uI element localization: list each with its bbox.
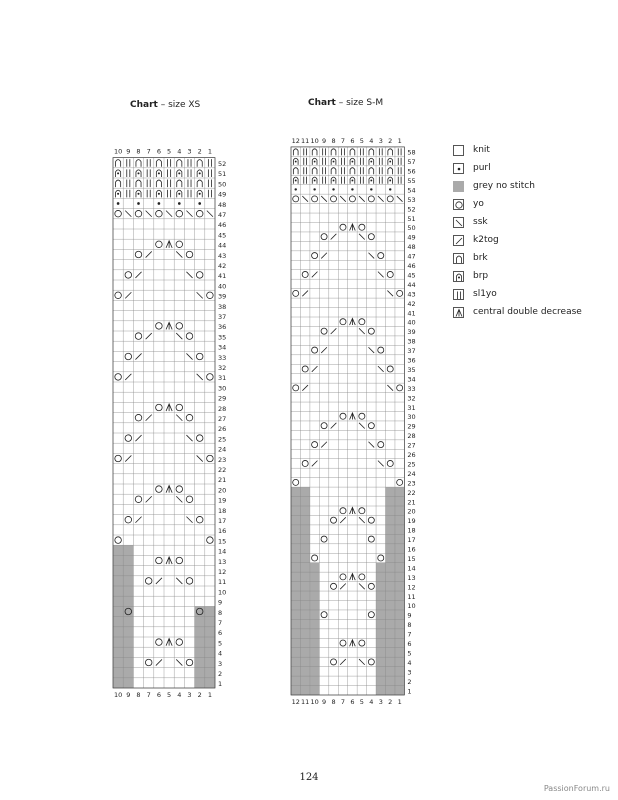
column-label-top: 6 <box>156 147 161 156</box>
row-label: 1 <box>407 687 412 696</box>
row-label: 15 <box>407 554 416 563</box>
row-label: 17 <box>218 516 227 525</box>
column-label-top: 3 <box>187 147 192 156</box>
legend-glyph <box>454 182 465 193</box>
row-label: 39 <box>407 328 416 337</box>
column-label-top: 8 <box>331 136 336 145</box>
row-label: 23 <box>218 455 227 464</box>
legend-symbol-grey <box>453 181 464 192</box>
watermark: PassionForum.ru <box>543 784 610 793</box>
column-label-bottom: 1 <box>397 698 402 706</box>
row-label: 11 <box>218 578 227 587</box>
row-label: 8 <box>407 621 412 630</box>
purl-symbol <box>332 188 334 190</box>
legend <box>453 141 582 321</box>
k2tog-icon <box>456 238 462 244</box>
row-label: 37 <box>407 347 416 356</box>
row-label: 40 <box>218 282 227 291</box>
column-label-top: 11 <box>301 136 310 145</box>
row-label: 21 <box>218 476 227 485</box>
row-label: 41 <box>407 309 416 318</box>
row-label: 8 <box>218 608 223 617</box>
row-label: 17 <box>407 536 416 545</box>
column-label-top: 3 <box>378 136 383 145</box>
legend-label: k2tog <box>473 235 499 245</box>
purl-symbol <box>117 202 120 205</box>
column-label-top: 9 <box>322 136 327 145</box>
column-label-bottom: 5 <box>359 698 364 706</box>
column-label-top: 5 <box>359 136 364 145</box>
legend-item-sl1yo <box>453 285 582 303</box>
legend-symbol-yo <box>453 199 464 210</box>
column-label-top: 5 <box>167 147 172 156</box>
row-label: 39 <box>218 292 227 301</box>
row-label: 11 <box>407 592 416 601</box>
brp-dot <box>199 172 201 174</box>
row-label: 12 <box>407 583 416 592</box>
legend-label: knit <box>473 145 490 155</box>
row-label: 53 <box>407 195 416 204</box>
column-label-bottom: 3 <box>187 691 192 699</box>
legend-label: sl1yo <box>473 289 497 299</box>
row-label: 46 <box>407 262 416 271</box>
column-label-top: 7 <box>340 136 346 145</box>
column-label-bottom: 10 <box>113 691 123 699</box>
row-label: 30 <box>407 413 416 422</box>
column-label-bottom: 8 <box>331 698 336 706</box>
row-label: 58 <box>407 148 416 157</box>
row-label: 3 <box>218 659 223 668</box>
row-label: 55 <box>407 176 416 185</box>
column-label-bottom: 2 <box>388 698 393 706</box>
column-label-top: 7 <box>146 147 151 156</box>
row-label: 14 <box>218 547 227 556</box>
column-label-bottom: 6 <box>350 698 355 706</box>
column-label-bottom: 7 <box>340 698 346 706</box>
legend-item-purl <box>453 159 582 177</box>
legend-symbol-k2tog <box>453 235 464 246</box>
row-label: 33 <box>407 384 416 393</box>
yo-icon <box>456 201 462 207</box>
row-label: 41 <box>218 272 227 281</box>
row-label: 2 <box>407 677 412 686</box>
row-label: 27 <box>407 441 416 450</box>
brp-dot <box>314 180 316 182</box>
column-label-bottom: 10 <box>310 698 319 706</box>
legend-glyph <box>454 308 465 319</box>
legend-glyph <box>454 236 465 247</box>
legend-glyph <box>454 272 465 283</box>
row-label: 2 <box>218 669 223 678</box>
row-label: 5 <box>407 649 412 658</box>
row-label: 25 <box>407 460 416 469</box>
row-label: 43 <box>407 290 416 299</box>
legend-item-ssk <box>453 213 582 231</box>
brp-dot <box>333 161 335 163</box>
row-label: 15 <box>218 537 227 546</box>
column-label-bottom: 6 <box>156 691 161 699</box>
row-label: 52 <box>218 159 227 168</box>
row-label: 35 <box>407 365 416 374</box>
legend-item-knit <box>453 141 582 159</box>
purl-symbol <box>178 202 181 205</box>
brp-dot <box>389 161 391 163</box>
brp-dot <box>389 180 391 182</box>
brp-dot <box>351 161 353 163</box>
chart-xs-subtitle: – size XS <box>160 100 201 110</box>
row-label: 38 <box>407 337 416 346</box>
column-label-bottom: 4 <box>369 698 374 706</box>
legend-glyph <box>454 254 465 265</box>
row-label: 22 <box>218 465 227 474</box>
legend-label: ssk <box>473 217 488 227</box>
row-label: 43 <box>218 251 227 260</box>
purl-symbol <box>351 188 353 190</box>
row-label: 32 <box>218 363 227 372</box>
row-label: 51 <box>407 214 416 223</box>
sl1yo-icon <box>458 291 461 299</box>
legend-symbol-ssk <box>453 217 464 228</box>
column-label-bottom: 3 <box>378 698 383 706</box>
ssk-icon <box>456 220 462 226</box>
row-label: 52 <box>407 205 416 214</box>
row-label: 38 <box>218 302 227 311</box>
row-label: 6 <box>218 629 223 638</box>
legend-glyph <box>454 200 465 211</box>
purl-symbol <box>370 188 372 190</box>
legend-label: brk <box>473 253 488 263</box>
column-label-top: 4 <box>369 136 374 145</box>
purl-symbol <box>198 202 201 205</box>
row-label: 25 <box>218 435 227 444</box>
column-label-top: 12 <box>291 136 300 145</box>
row-label: 19 <box>407 517 416 526</box>
column-label-bottom: 5 <box>167 691 172 699</box>
legend-glyph <box>454 218 465 229</box>
legend-item-k2tog <box>453 231 582 249</box>
row-label: 10 <box>218 588 227 597</box>
row-label: 33 <box>218 353 227 362</box>
brp-dot <box>370 161 372 163</box>
purl-symbol <box>294 188 296 190</box>
row-label: 31 <box>407 403 416 412</box>
purl-symbol <box>389 188 391 190</box>
row-label: 47 <box>218 210 227 219</box>
brk-icon <box>457 256 462 263</box>
row-label: 36 <box>407 356 416 365</box>
row-label: 26 <box>218 425 227 434</box>
chart-sm-subtitle: – size S-M <box>338 98 384 108</box>
brp-dot <box>137 193 139 195</box>
column-label-top: 6 <box>350 136 355 145</box>
row-label: 49 <box>218 190 227 199</box>
legend-glyph <box>454 164 465 175</box>
row-label: 50 <box>407 224 416 233</box>
legend-label: grey no stitch <box>473 181 535 191</box>
row-label: 20 <box>218 486 227 495</box>
column-label-top: 4 <box>177 147 182 156</box>
row-label: 34 <box>218 343 227 352</box>
brp-dot <box>178 172 180 174</box>
row-label: 19 <box>218 496 227 505</box>
row-label: 29 <box>407 422 416 431</box>
row-label: 45 <box>407 271 416 280</box>
row-label: 18 <box>218 506 227 515</box>
brp-dot <box>370 180 372 182</box>
legend-symbol-sl1yo <box>453 289 464 300</box>
row-label: 10 <box>407 602 416 611</box>
row-label: 3 <box>407 668 412 677</box>
row-label: 56 <box>407 167 416 176</box>
legend-glyph <box>454 146 465 157</box>
row-label: 28 <box>407 432 416 441</box>
row-label: 22 <box>407 488 416 497</box>
row-label: 57 <box>407 158 416 167</box>
row-label: 51 <box>218 170 227 179</box>
column-label-top: 10 <box>113 147 123 156</box>
row-label: 47 <box>407 252 416 261</box>
brp-dot <box>333 180 335 182</box>
column-label-bottom: 12 <box>291 698 300 706</box>
row-label: 50 <box>218 180 227 189</box>
brp-dot <box>117 193 119 195</box>
brp-dot <box>158 193 160 195</box>
row-label: 23 <box>407 479 416 488</box>
column-label-bottom: 8 <box>136 691 141 699</box>
chart-xs-title-label: Chart <box>130 100 158 110</box>
row-label: 7 <box>218 618 223 627</box>
column-label-top: 2 <box>388 136 393 145</box>
legend-item-cdd <box>453 303 582 321</box>
row-label: 13 <box>218 557 227 566</box>
legend-symbol-brp <box>453 271 464 282</box>
brp-dot <box>178 193 180 195</box>
column-label-bottom: 9 <box>322 698 327 706</box>
brp-dot <box>117 172 119 174</box>
legend-item-brp <box>453 267 582 285</box>
row-label: 54 <box>407 186 416 195</box>
row-label: 40 <box>407 318 416 327</box>
legend-symbol-knit <box>453 145 464 156</box>
purl-symbol <box>137 202 140 205</box>
row-label: 24 <box>218 445 227 454</box>
column-label-bottom: 9 <box>126 691 131 699</box>
row-label: 7 <box>407 630 412 639</box>
column-label-bottom: 4 <box>177 691 182 699</box>
row-label: 37 <box>218 312 227 321</box>
brp-dot <box>295 180 297 182</box>
legend-symbol-purl <box>453 163 464 174</box>
page-number: 124 <box>299 772 319 783</box>
row-label: 45 <box>218 231 227 240</box>
column-label-bottom: 1 <box>207 691 212 699</box>
row-label: 9 <box>218 598 223 607</box>
row-label: 16 <box>218 527 227 536</box>
purl-symbol <box>313 188 315 190</box>
column-label-top: 1 <box>397 136 402 145</box>
legend-label: brp <box>473 271 489 281</box>
legend-label: central double decrease <box>473 307 582 317</box>
row-label: 13 <box>407 573 416 582</box>
column-label-top: 9 <box>126 147 131 156</box>
brp-dot <box>314 161 316 163</box>
row-label: 30 <box>218 384 227 393</box>
row-label: 12 <box>218 567 227 576</box>
column-label-top: 2 <box>197 147 202 156</box>
legend-item-yo <box>453 195 582 213</box>
row-label: 20 <box>407 507 416 516</box>
brp-dot <box>295 161 297 163</box>
legend-symbol-brk <box>453 253 464 264</box>
row-label: 16 <box>407 545 416 554</box>
row-label: 32 <box>407 394 416 403</box>
column-label-bottom: 2 <box>197 691 202 699</box>
row-label: 14 <box>407 564 416 573</box>
brp-dot <box>137 172 139 174</box>
legend-item-grey <box>453 177 582 195</box>
purl-icon <box>458 167 461 170</box>
row-label: 27 <box>218 414 227 423</box>
legend-label: purl <box>473 163 491 173</box>
row-label: 35 <box>218 333 227 342</box>
purl-symbol <box>158 202 161 205</box>
row-label: 42 <box>218 261 227 270</box>
row-label: 4 <box>407 658 412 667</box>
row-label: 24 <box>407 469 416 478</box>
row-label: 9 <box>407 611 412 620</box>
row-label: 5 <box>218 639 223 648</box>
row-label: 4 <box>218 649 223 658</box>
row-label: 34 <box>407 375 416 384</box>
brp-dot <box>158 172 160 174</box>
column-label-top: 8 <box>136 147 141 156</box>
row-label: 49 <box>407 233 416 242</box>
legend-label: yo <box>473 199 484 209</box>
row-label: 18 <box>407 526 416 535</box>
column-label-top: 1 <box>207 147 212 156</box>
row-label: 6 <box>407 640 412 649</box>
row-label: 31 <box>218 374 227 383</box>
legend-item-brk <box>453 249 582 267</box>
brp-dot <box>351 180 353 182</box>
row-label: 26 <box>407 451 416 460</box>
row-label: 21 <box>407 498 416 507</box>
row-label: 1 <box>218 680 223 689</box>
cdd-icon <box>456 309 462 316</box>
chart-grid-1 <box>291 137 416 706</box>
row-label: 44 <box>407 280 416 289</box>
brp-dot <box>199 193 201 195</box>
brp-dot <box>458 276 460 278</box>
row-label: 48 <box>407 243 416 252</box>
row-label: 36 <box>218 323 227 332</box>
row-label: 48 <box>218 200 227 209</box>
row-label: 29 <box>218 394 227 403</box>
column-label-bottom: 7 <box>146 691 151 699</box>
row-label: 46 <box>218 221 227 230</box>
chart-grid-0 <box>113 148 226 699</box>
legend-symbol-cdd <box>453 307 464 318</box>
column-label-top: 10 <box>310 136 319 145</box>
chart-sm-title-label: Chart <box>308 98 336 108</box>
row-label: 28 <box>218 404 227 413</box>
row-label: 44 <box>218 241 227 250</box>
row-label: 42 <box>407 299 416 308</box>
column-label-bottom: 11 <box>301 698 310 706</box>
legend-glyph <box>454 290 465 301</box>
